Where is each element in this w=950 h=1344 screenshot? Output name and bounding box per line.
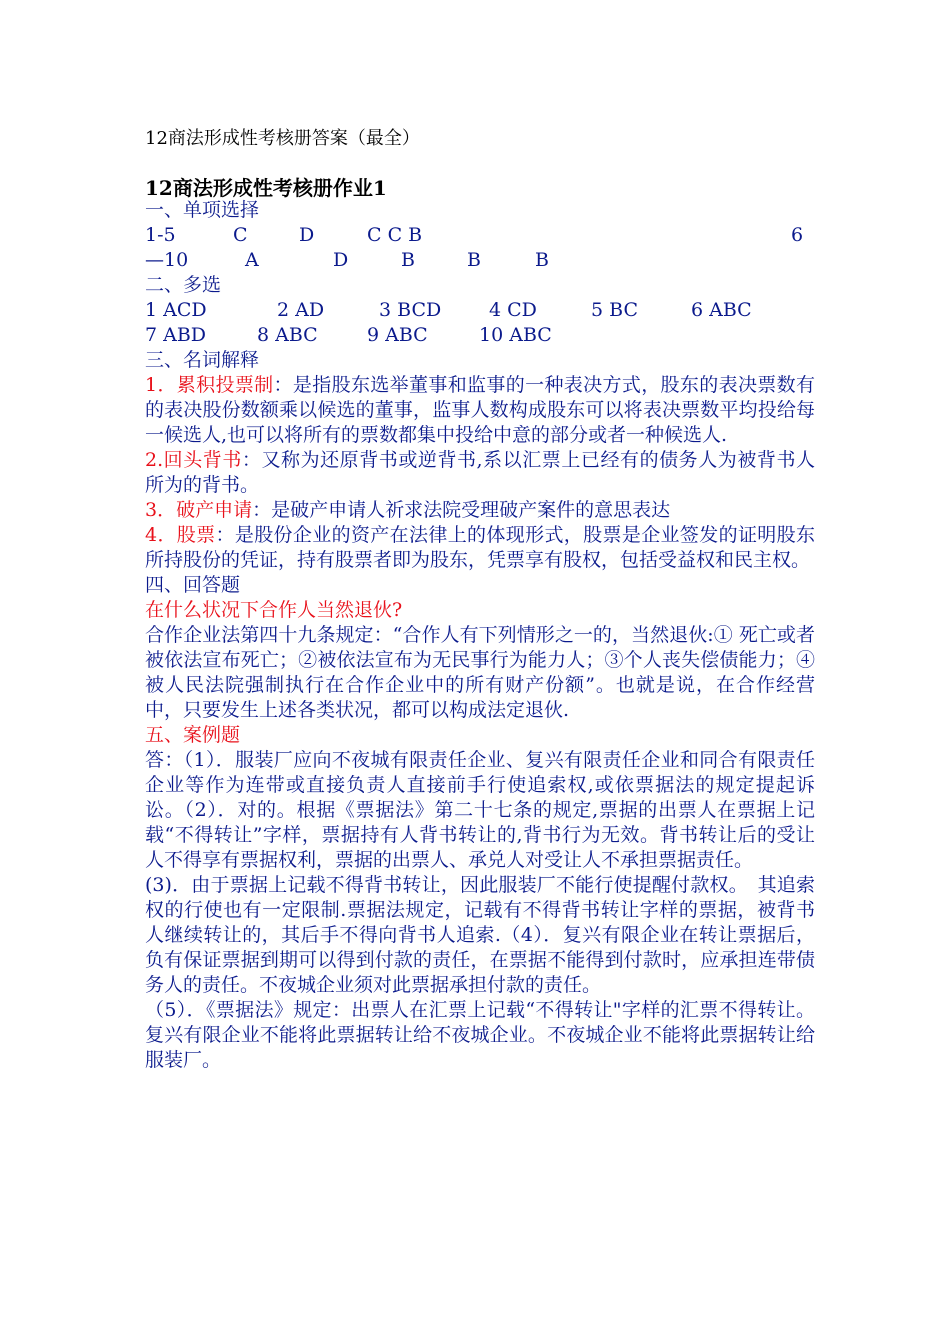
single-choice-row-2 <box>145 248 815 273</box>
single-choice-range-label: —10 <box>145 249 189 271</box>
single-choice-answer: C C B <box>367 224 423 246</box>
term-definition: ：是指股东选举董事和监事的一种表决方式，股东的表决票数有的表决股份数额乘以候选的董事，监事人数构成股东可以将表决票数平均投给每一候选人,也可以将所有的票数都集中投给中意的部分或者一种候选人. <box>145 374 815 446</box>
multi-choice-answer: 10 ABC <box>479 324 552 346</box>
single-choice-answer: D <box>333 249 349 271</box>
term-name: 2.回头背书 <box>145 449 242 471</box>
multi-choice-answer: 4 CD <box>489 299 537 321</box>
terms-heading: 三、名词解释 <box>145 349 260 371</box>
term-definition: ：是股份企业的资产在法律上的体现形式，股票是企业签发的证明股东所持股份的凭证，持有股票者即为股东，凭票享有股权，包括受益权和民主权。 <box>145 524 815 571</box>
single-choice-answer: A <box>245 249 259 271</box>
single-choice-heading: 一、单项选择 <box>145 199 260 221</box>
qa-heading: 四、回答题 <box>145 574 241 596</box>
document-title: 12商法形成性考核册答案（最全） <box>145 128 420 149</box>
term-item <box>145 498 815 523</box>
term-name: 3．破产申请 <box>145 499 253 521</box>
single-choice-answer: B <box>535 249 549 271</box>
term-item <box>145 448 815 498</box>
term-name: 1．累积投票制 <box>145 374 274 396</box>
term-item <box>145 373 815 448</box>
assignment-title: 12商法形成性考核册作业1 <box>145 176 387 200</box>
multi-choice-answer: 8 ABC <box>257 324 318 346</box>
multi-choice-row-2 <box>145 323 815 348</box>
term-name: 4．股票 <box>145 524 216 546</box>
single-choice-answer: C <box>233 224 248 246</box>
multi-choice-heading: 二、多选 <box>145 274 222 296</box>
term-item <box>145 523 815 573</box>
multi-choice-answer: 6 ABC <box>691 299 752 321</box>
multi-choice-row-1 <box>145 298 815 323</box>
document-body <box>145 198 815 1073</box>
case-paragraph: （5）．《票据法》规定：出票人在汇票上记载“不得转让"字样的汇票不得转让。复兴有限企业不能将此票据转让给不夜城企业。不夜城企业不能将此票据转让给服装厂。 <box>145 999 815 1071</box>
term-definition: ：是破产申请人祈求法院受理破产案件的意思表达 <box>252 499 671 521</box>
term-definition: ：又称为还原背书或逆背书,系以汇票上已经有的债务人为被背书人所为的背书。 <box>145 449 815 496</box>
qa-answer: 合作企业法第四十九条规定：“合作人有下列情形之一的，当然退伙:① 死亡或者被依法宣布死亡；②被依法宣布为无民事行为能力人；③个人丧失偿债能力；④被人民法院强制执行在合作企业中的所有财产份额”。也就是说，在合作经营中，只要发生上述各类状况，都可以构成法定退伙. <box>145 624 815 721</box>
qa-question: 在什么状况下合作人当然退伙? <box>145 599 403 621</box>
multi-choice-answer: 5 BC <box>591 299 638 321</box>
single-choice-row-1 <box>145 223 815 248</box>
multi-choice-answer: 1 ACD <box>145 299 207 321</box>
multi-choice-answer: 2 AD <box>277 299 325 321</box>
single-choice-answer: B <box>467 249 481 271</box>
single-choice-answer: D <box>299 224 315 246</box>
multi-choice-answer: 7 ABD <box>145 324 207 346</box>
multi-choice-answer: 9 ABC <box>367 324 428 346</box>
case-heading: 五、案例题 <box>145 724 241 746</box>
multi-choice-answer: 3 BCD <box>379 299 442 321</box>
single-choice-range-label: 1-5 <box>145 224 176 246</box>
case-paragraph: 答：（1）．服装厂应向不夜城有限责任企业、复兴有限责任企业和同合有限责任企业等作为连带或直接负责人直接前手行使追索权,或依票据法的规定提起诉讼。（2）．对的。根据《票据法》第二十七条的规定,票据的出票人在票据上记载“不得转让”字样，票据持有人背书转让的,背书行为无效。背书转让后的受让人不得享有票据权利，票据的出票人、承兑人对受让人不承担票据责任。 <box>145 749 815 871</box>
single-choice-range-label: 6 <box>791 224 804 246</box>
case-paragraph: (3)．由于票据上记载不得背书转让，因此服装厂不能行使提醒付款权。 其追索权的行使也有一定限制.票据法规定，记载有不得背书转让字样的票据，被背书人继续转让的，其后手不得向背书人追索.（4）．复兴有限企业在转让票据后，负有保证票据到期可以得到付款的责任，在票据不能得到付款时，应承担连带债务人的责任。不夜城企业须对此票据承担付款的责任。 <box>145 874 815 996</box>
single-choice-answer: B <box>401 249 415 271</box>
